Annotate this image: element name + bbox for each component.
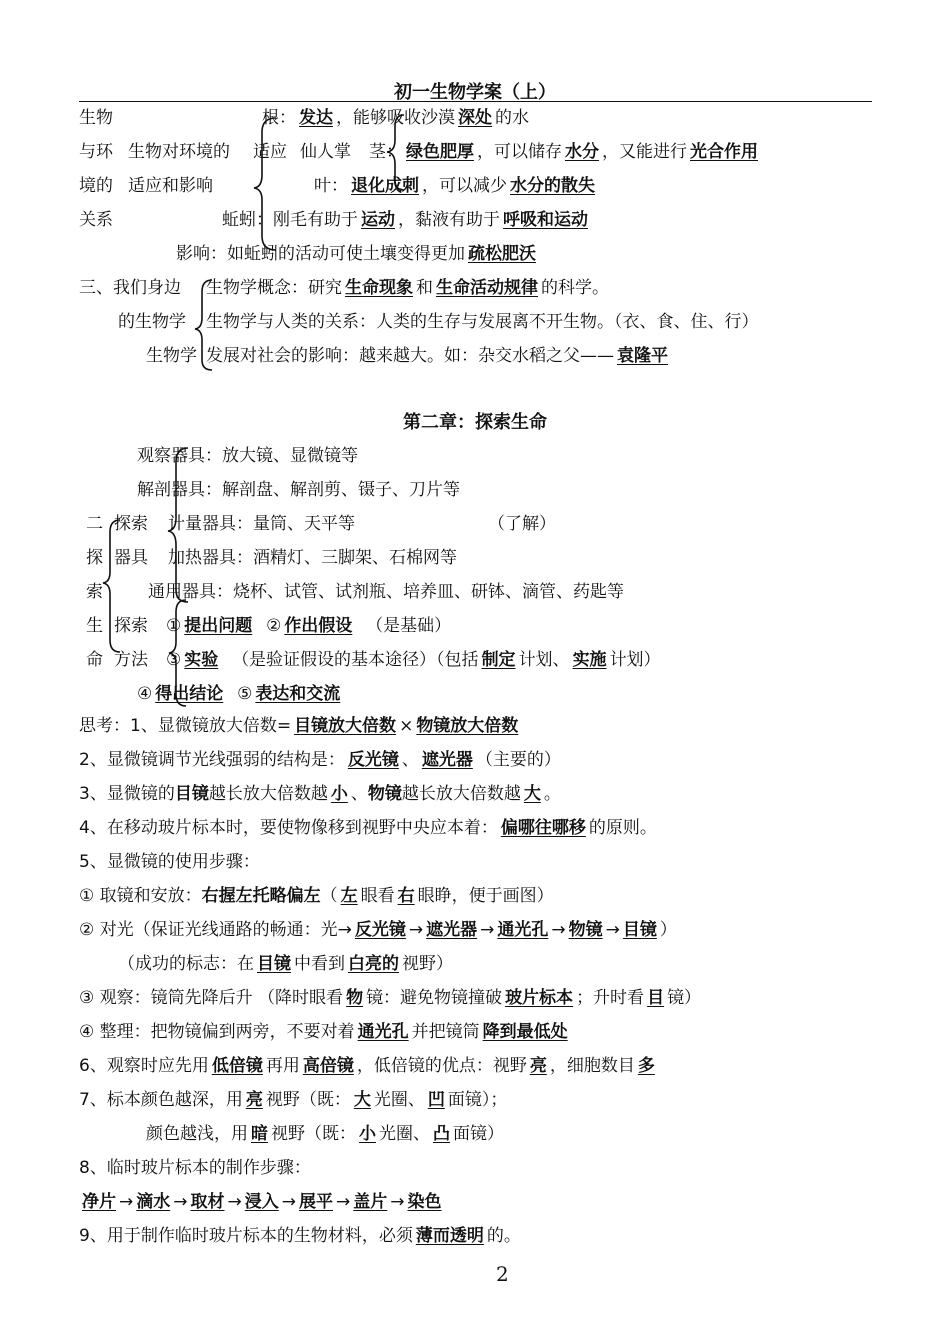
answer-mirror: 反光镜 xyxy=(347,750,399,770)
q6-line xyxy=(79,1054,658,1078)
answer-make-plan: 制定 xyxy=(481,650,516,670)
answer-high-power: 高倍镜 xyxy=(302,1056,354,1076)
method-num-2: ② xyxy=(266,616,282,636)
q7-text-4: 面镜）； xyxy=(447,1090,508,1110)
root-text-2: 的水 xyxy=(495,108,529,128)
step3-text-1: ③ 观察：镜筒先降后升 （降时眼看 xyxy=(79,988,344,1008)
method-text-2: 计划、 xyxy=(518,650,570,670)
answer-life-laws: 生命活动规律 xyxy=(436,278,538,298)
answer-left: 左 xyxy=(340,886,358,906)
leaf-text-1: ，可以减少 xyxy=(422,176,507,196)
s1-cactus-label: 仙人掌 xyxy=(300,142,351,162)
answer-objective-mag: 物镜放大倍数 xyxy=(416,716,519,736)
step1-text-2: （ xyxy=(320,886,338,906)
stem-text-2: ，又能进行 xyxy=(602,142,687,162)
tool-measure-note: （了解） xyxy=(488,514,556,534)
s1-sub-label-a: 生物对环境的 xyxy=(128,142,230,162)
answer-low-power: 低倍镜 xyxy=(211,1056,263,1076)
s3-label-line3: 生物学 xyxy=(146,346,197,366)
ch2-method-label-2: 方法 xyxy=(114,650,148,670)
tool-measure: 计量器具：量筒、天平等 xyxy=(168,514,355,534)
step2-text-1: ② 对光（保证光线通路的畅通：光→ xyxy=(79,920,352,940)
q7-text-3: 光圈、 xyxy=(373,1090,425,1110)
s1-label-line4: 关系 xyxy=(79,210,113,230)
answer-path-objective: 物镜 xyxy=(568,920,603,940)
s1-sub-label-b: 适应和影响 xyxy=(128,176,213,196)
q8-arrow-6: → xyxy=(390,1192,405,1212)
answer-root-2: 深处 xyxy=(458,108,492,128)
q1-times: × xyxy=(399,716,414,736)
step1-text-3: 眼看 xyxy=(360,886,395,906)
stem-text-1: ，可以储存 xyxy=(477,142,562,162)
step3-text-4: 镜） xyxy=(667,988,702,1008)
answer-aperture: 通光孔 xyxy=(357,1022,409,1042)
q4-text-1: 4、在移动玻片标本时，要使物像移到视野中央应本着： xyxy=(79,818,498,838)
answer-bright-field: 亮 xyxy=(245,1090,263,1110)
s3-row2: 生物学与人类的关系：人类的生存与发展离不开生物。（衣、食、住、行） xyxy=(206,312,759,332)
q3-text-3: 、 xyxy=(350,784,368,804)
q7-line xyxy=(79,1088,507,1112)
step1-text-1: ① 取镜和安放： xyxy=(79,886,202,906)
step1-line xyxy=(79,884,554,908)
answer-flatten: 展平 xyxy=(299,1192,333,1212)
answer-path-mirror: 反光镜 xyxy=(354,920,406,940)
step4-text-2: 并把镜筒 xyxy=(411,1022,480,1042)
arrow-4: → xyxy=(605,920,620,940)
step2b-text-2: 中看到 xyxy=(294,954,345,974)
q6-text-3: ，低倍镜的优点：视野 xyxy=(356,1056,527,1076)
root-text-1: ，能够吸收沙漠 xyxy=(336,108,455,128)
arrow-1: → xyxy=(408,920,424,940)
worm-label: 蚯蚓：刚毛有助于 xyxy=(222,210,358,230)
q8-steps-line xyxy=(79,1190,445,1214)
answer-root-1: 发达 xyxy=(299,108,333,128)
q7-text-1: 7、标本颜色越深，用 xyxy=(79,1090,243,1110)
q9-text-2: 的。 xyxy=(486,1226,521,1246)
ch2-side-2: 探 xyxy=(86,548,103,568)
q3-line xyxy=(79,782,561,806)
q3-text-4: 越长放大倍数越 xyxy=(401,784,521,804)
answer-stem-3: 光合作用 xyxy=(690,142,758,162)
answer-ask-question: 提出问题 xyxy=(184,616,253,636)
step2b-text-3: 视野） xyxy=(402,954,453,974)
q4-text-2: 的原则。 xyxy=(588,818,657,838)
step4-line xyxy=(79,1020,571,1044)
root-label: 根： xyxy=(262,108,296,128)
page-number: 2 xyxy=(496,1262,509,1286)
s3-row1-text-2: 和 xyxy=(416,278,433,298)
answer-large: 大 xyxy=(523,784,541,804)
answer-right: 右 xyxy=(397,886,415,906)
page-header-title: 初一生物学案（上） xyxy=(394,82,556,103)
q6-text-1: 6、观察时应先用 xyxy=(79,1056,209,1076)
worm-text-1: ，黏液有助于 xyxy=(398,210,500,230)
q5-line: 5、显微镜的使用步骤： xyxy=(79,852,260,872)
q9-text-1: 9、用于制作临时玻片标本的生物材料，必须 xyxy=(79,1226,413,1246)
answer-convex: 凸 xyxy=(433,1124,450,1144)
q8-arrow-2: → xyxy=(173,1192,188,1212)
arrow-2: → xyxy=(480,920,495,940)
q1-text-1: 思考：1、显微镜放大倍数= xyxy=(79,716,292,736)
answer-bright-white: 白亮的 xyxy=(348,954,399,974)
q1-line xyxy=(79,714,521,738)
q7b-text-2: 视野（既： xyxy=(271,1124,356,1144)
answer-concave: 凹 xyxy=(427,1090,445,1110)
tool-heat: 加热器具：酒精灯、三脚架、石棉网等 xyxy=(168,548,457,568)
q2-line xyxy=(79,748,561,772)
answer-path-eyepiece: 目镜 xyxy=(622,920,657,940)
answer-leaf-1: 退化成刺 xyxy=(351,176,419,196)
method-text-3: 计划） xyxy=(609,650,661,670)
stem-label: 茎： xyxy=(369,142,403,162)
q2-text-3: （主要的） xyxy=(475,750,561,770)
q3-text-2: 越长放大倍数越 xyxy=(208,784,328,804)
answer-express: 表达和交流 xyxy=(255,684,341,704)
answer-small: 小 xyxy=(330,784,348,804)
answer-yuan-longping: 袁隆平 xyxy=(617,346,668,366)
ch2-method-label-1: 探索 xyxy=(114,616,148,636)
answer-eye: 目 xyxy=(647,988,665,1008)
answer-eyepiece-mag: 目镜放大倍数 xyxy=(294,716,397,736)
answer-worm-1: 运动 xyxy=(361,210,395,230)
method-num-5: ⑤ xyxy=(237,684,253,704)
answer-carry-out: 实施 xyxy=(572,650,607,670)
influence-label: 影响：如蚯蚓的活动可使土壤变得更加 xyxy=(176,244,465,264)
method-num-3: ③ xyxy=(166,650,182,670)
q6-text-4: ，细胞数目 xyxy=(549,1056,635,1076)
answer-lowest: 降到最低处 xyxy=(482,1022,568,1042)
s3-label-line2: 的生物学 xyxy=(118,312,186,332)
answer-obj: 物 xyxy=(346,988,364,1008)
tool-observe: 观察器具：放大镜、显微镜等 xyxy=(137,446,358,466)
method-num-4: ④ xyxy=(137,684,153,704)
answer-cover-slip: 盖片 xyxy=(353,1192,388,1212)
method-text-1: （是验证假设的基本途径）（包括 xyxy=(232,650,479,670)
q2-text-1: 2、显微镜调节光线强弱的结构是： xyxy=(79,750,345,770)
ch2-side-4: 生 xyxy=(86,616,103,636)
q8-arrow-5: → xyxy=(336,1192,351,1212)
s1-label-line3: 境的 xyxy=(79,176,113,196)
s3-row1-text-1: 生物学概念：研究 xyxy=(206,278,342,298)
q8-arrow-4: → xyxy=(281,1192,296,1212)
q3-bold-eyepiece: 目镜 xyxy=(174,784,209,804)
answer-stain: 染色 xyxy=(407,1192,442,1212)
answer-big-aperture: 大 xyxy=(353,1090,371,1110)
answer-slide: 玻片标本 xyxy=(505,988,574,1008)
step2-line xyxy=(79,918,677,942)
answer-stem-2: 水分 xyxy=(565,142,599,162)
answer-small-aperture: 小 xyxy=(359,1124,376,1144)
step3-text-2: 镜：避免物镜撞破 xyxy=(366,988,503,1008)
answer-life-phenomena: 生命现象 xyxy=(345,278,413,298)
s3-row1-text-3: 的科学。 xyxy=(541,278,609,298)
tool-dissect: 解剖器具：解剖盘、解剖剪、镊子、刀片等 xyxy=(137,480,460,500)
answer-stem-1: 绿色肥厚 xyxy=(406,142,474,162)
step1-bold: 右握左托略偏左 xyxy=(201,886,321,906)
answer-dark-field: 暗 xyxy=(251,1124,268,1144)
q3-text-1: 3、显微镜的 xyxy=(79,784,175,804)
s1-label-line2: 与环 xyxy=(79,142,113,162)
s3-label-line1: 三、我们身边 xyxy=(79,278,181,298)
tool-general: 通用器具：烧杯、试管、试剂瓶、培养皿、研钵、滴管、药匙等 xyxy=(148,582,624,602)
answer-success-eyepiece: 目镜 xyxy=(257,954,291,974)
ch2-side-1: 二 xyxy=(86,514,103,534)
q7b-text-3: 光圈、 xyxy=(379,1124,430,1144)
answer-immerse: 浸入 xyxy=(244,1192,279,1212)
answer-move-rule: 偏哪往哪移 xyxy=(500,818,586,838)
s3-row3-text: 发展对社会的影响：越来越大。如：杂交水稻之父—— xyxy=(206,346,614,366)
answer-worm-2: 呼吸和运动 xyxy=(503,210,588,230)
method-note-1: （是基础） xyxy=(366,616,452,636)
answer-leaf-2: 水分的散失 xyxy=(510,176,595,196)
q2-text-2: 、 xyxy=(401,750,419,770)
answer-thin-transparent: 薄而透明 xyxy=(415,1226,484,1246)
q6-text-2: 再用 xyxy=(265,1056,300,1076)
q8-line: 8、临时玻片标本的制作步骤： xyxy=(79,1158,311,1178)
step2b-text-1: （成功的标志：在 xyxy=(118,954,254,974)
answer-influence: 疏松肥沃 xyxy=(468,244,536,264)
answer-clean-slide: 净片 xyxy=(82,1192,116,1212)
step2b-line xyxy=(118,952,453,976)
answer-diaphragm: 遮光器 xyxy=(421,750,473,770)
answer-many: 多 xyxy=(637,1056,655,1076)
ch2-side-3: 索 xyxy=(86,582,103,602)
q7b-text-1: 颜色越浅，用 xyxy=(146,1124,248,1144)
answer-take-material: 取材 xyxy=(190,1192,225,1212)
step3-text-3: ；升时看 xyxy=(576,988,645,1008)
answer-path-diaphragm: 遮光器 xyxy=(426,920,478,940)
ch2-tools-label-2: 器具 xyxy=(114,548,148,568)
q8-arrow-1: → xyxy=(119,1192,134,1212)
ch2-side-5: 命 xyxy=(86,650,103,670)
q3-text-5: 。 xyxy=(543,784,561,804)
chapter2-title: 第二章：探索生命 xyxy=(403,412,547,433)
q7b-text-4: 面镜） xyxy=(453,1124,504,1144)
answer-conclusion: 得出结论 xyxy=(155,684,224,704)
q8-arrow-3: → xyxy=(227,1192,242,1212)
s1-label-line1: 生物 xyxy=(79,108,113,128)
answer-drop-water: 滴水 xyxy=(136,1192,171,1212)
leaf-label: 叶： xyxy=(314,176,348,196)
step4-text-1: ④ 整理：把物镜偏到两旁，不要对着 xyxy=(79,1022,355,1042)
answer-hypothesis: 作出假设 xyxy=(284,616,353,636)
answer-bright: 亮 xyxy=(529,1056,547,1076)
step2-text-2: ） xyxy=(659,920,677,940)
answer-path-aperture: 通光孔 xyxy=(497,920,549,940)
q7b-line xyxy=(146,1122,504,1146)
answer-experiment: 实验 xyxy=(184,650,219,670)
arrow-3: → xyxy=(551,920,566,940)
q9-line xyxy=(79,1224,521,1248)
ch2-tools-label-1: 探索 xyxy=(114,514,148,534)
q7-text-2: 视野（既： xyxy=(265,1090,351,1110)
step3-line xyxy=(79,986,701,1010)
step1-text-4: 眼睁，便于画图） xyxy=(417,886,554,906)
s1-adapt-label: 适应 xyxy=(253,142,287,162)
q4-line xyxy=(79,816,657,840)
q3-bold-objective: 物镜 xyxy=(367,784,402,804)
method-num-1: ① xyxy=(166,616,182,636)
